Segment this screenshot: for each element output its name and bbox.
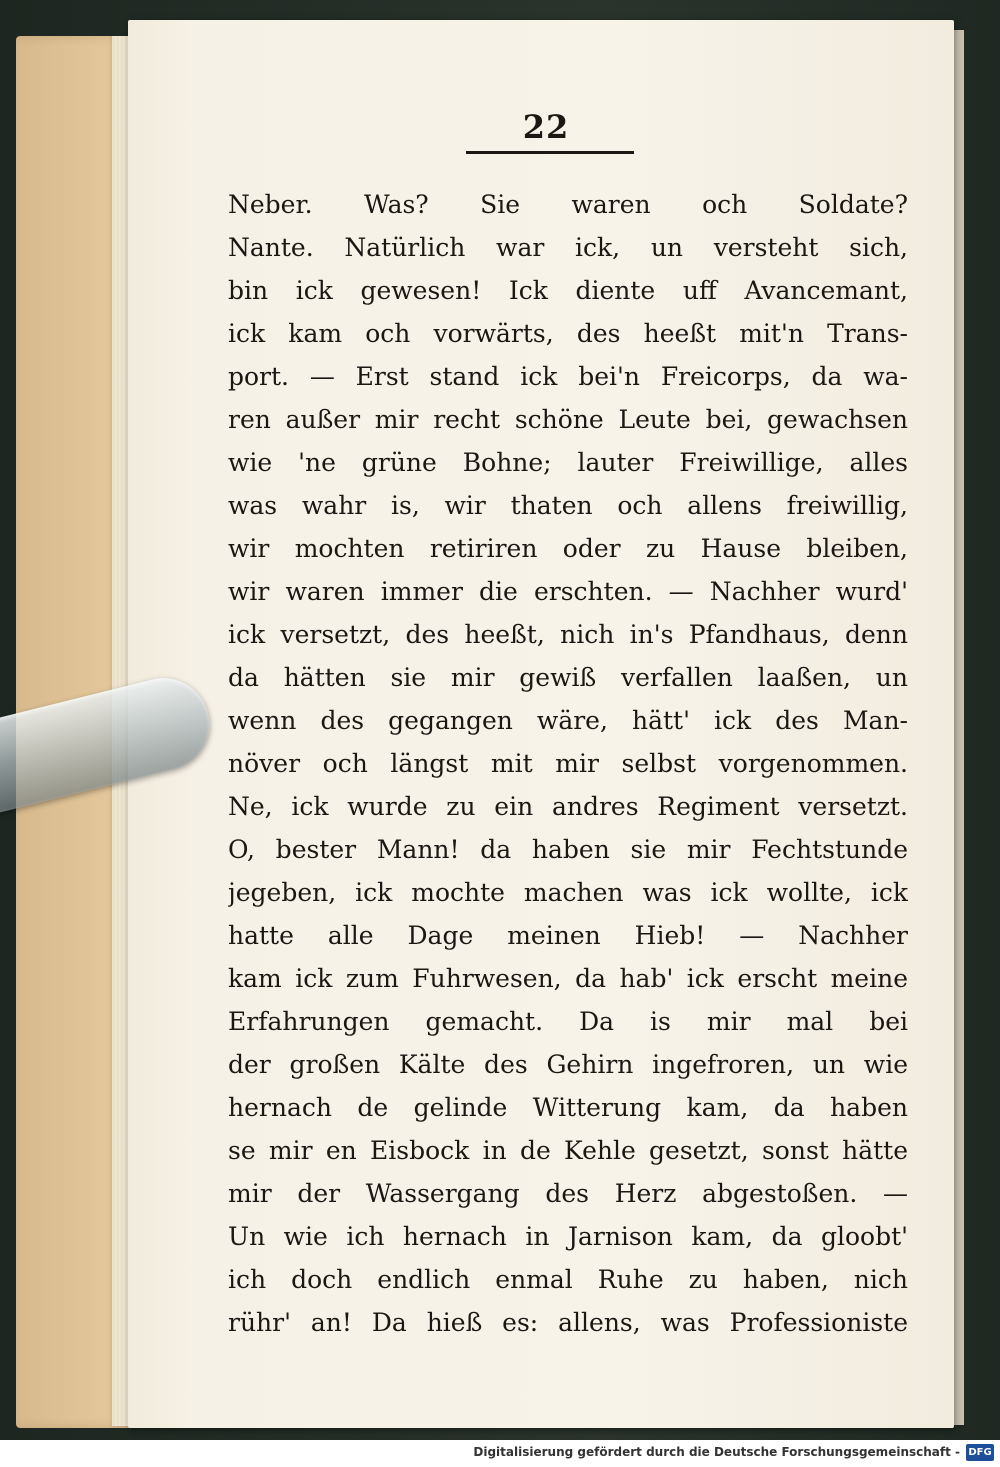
text-line: ren außer mir recht schöne Leute bei, gewachsen	[228, 405, 908, 434]
funding-credit: Digitalisierung gefördert durch die Deutsche Forschungsgemeinschaft -	[473, 1445, 960, 1459]
text-line: O, bester Mann! da haben sie mir Fechtstunde	[228, 835, 908, 864]
text-line: ick versetzt, des heeßt, nich in's Pfandhaus, denn	[228, 620, 908, 649]
text-line: port. — Erst stand ick bei'n Freicorps, da wa-	[228, 362, 908, 391]
body-text	[228, 183, 908, 1344]
text-line: ick kam och vorwärts, des heeßt mit'n Trans-	[228, 319, 908, 348]
text-line: Un wie ich hernach in Jarnison kam, da gloobt'	[228, 1222, 908, 1251]
text-line: rühr' an! Da hieß es: allens, was Professioniste	[228, 1308, 908, 1337]
text-line: mir der Wassergang des Herz abgestoßen. —	[228, 1179, 908, 1208]
text-line: da hätten sie mir gewiß verfallen laaßen, un	[228, 663, 908, 692]
text-line: hernach de gelinde Witterung kam, da haben	[228, 1093, 908, 1122]
text-line: Ne, ick wurde zu ein andres Regiment versetzt.	[228, 792, 908, 821]
text-line: wenn des gegangen wäre, hätt' ick des Man-	[228, 706, 908, 735]
text-line: kam ick zum Fuhrwesen, da hab' ick erscht meine	[228, 964, 908, 993]
page-number: 22	[522, 108, 570, 146]
text-line: ich doch endlich enmal Ruhe zu haben, nich	[228, 1265, 908, 1294]
page-number-rule	[466, 151, 634, 154]
text-line: was wahr is, wir thaten och allens freiwillig,	[228, 491, 908, 520]
text-line: Neber. Was? Sie waren och Soldate?	[228, 190, 908, 219]
text-line: jegeben, ick mochte machen was ick wollte, ick	[228, 878, 908, 907]
text-line: wir waren immer die erschten. — Nachher wurd'	[228, 577, 908, 606]
dfg-logo-icon: DFG	[966, 1444, 994, 1461]
text-line: Nante. Natürlich war ick, un versteht sich,	[228, 233, 908, 262]
text-line: Erfahrungen gemacht. Da is mir mal bei	[228, 1007, 908, 1036]
text-line: se mir en Eisbock in de Kehle gesetzt, sonst hätte	[228, 1136, 908, 1165]
text-line: wir mochten retiriren oder zu Hause bleiben,	[228, 534, 908, 563]
footer-bar	[0, 1440, 1000, 1467]
text-line: bin ick gewesen! Ick diente uff Avancemant,	[228, 276, 908, 305]
text-line: hatte alle Dage meinen Hieb! — Nachher	[228, 921, 908, 950]
text-line: wie 'ne grüne Bohne; lauter Freiwillige, alles	[228, 448, 908, 477]
text-line: der großen Kälte des Gehirn ingefroren, un wie	[228, 1050, 908, 1079]
text-line: növer och längst mit mir selbst vorgenommen.	[228, 749, 908, 778]
